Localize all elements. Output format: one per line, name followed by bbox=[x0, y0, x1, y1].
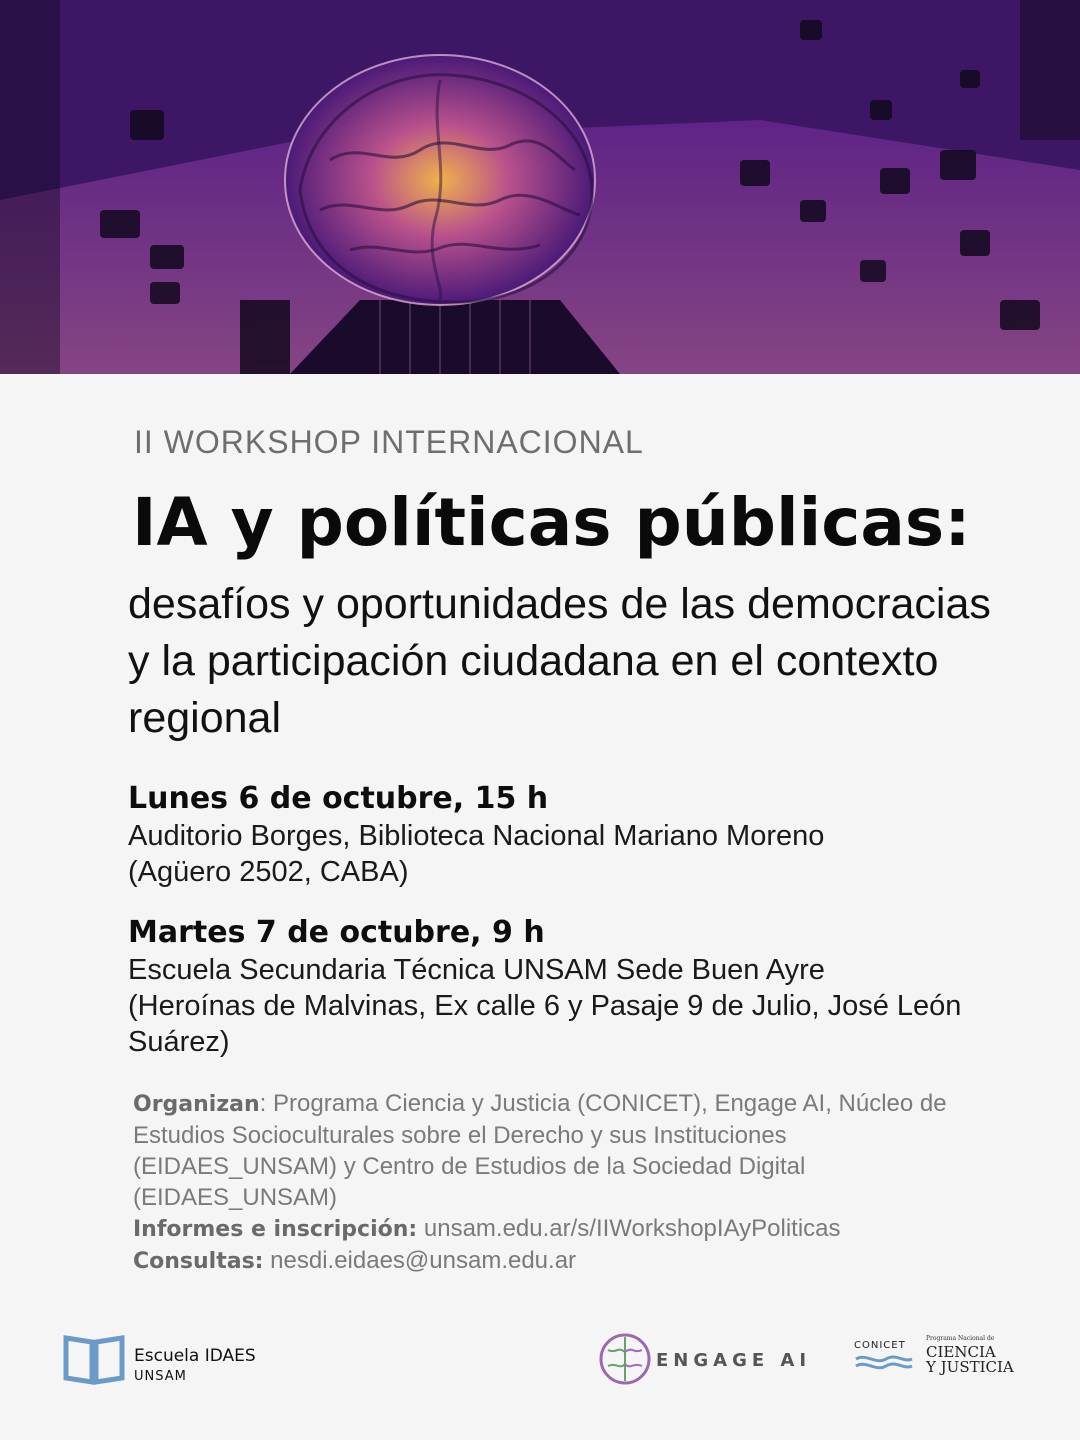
event-day-1-date: Lunes 6 de octubre, 15 h bbox=[128, 781, 549, 816]
event-day-1 bbox=[128, 780, 1008, 890]
contact-label: Consultas: bbox=[133, 1249, 264, 1274]
event-subtitle: desafíos y oportunidades de las democracias y la participación ciudadana en el contexto regional bbox=[128, 580, 991, 742]
registration-line bbox=[133, 1213, 983, 1245]
cyj-name bbox=[926, 1345, 1026, 1375]
event-kicker: II WORKSHOP INTERNACIONAL bbox=[134, 424, 644, 460]
logo-bar bbox=[0, 1318, 1080, 1398]
event-day-2-venue: Escuela Secundaria Técnica UNSAM Sede Buen Ayre bbox=[128, 954, 825, 986]
organizers-line bbox=[133, 1088, 983, 1213]
conicet-cyj-logo bbox=[854, 1328, 1024, 1388]
event-day-1-venue: Auditorio Borges, Biblioteca Nacional Mariano Moreno bbox=[128, 820, 825, 852]
info-block bbox=[133, 1088, 983, 1277]
cyj-program-label: Programa Nacional de bbox=[926, 1335, 995, 1342]
registration-label: Informes e inscripción: bbox=[133, 1217, 418, 1242]
book-icon bbox=[62, 1332, 126, 1388]
event-day-2-date: Martes 7 de octubre, 9 h bbox=[128, 915, 545, 950]
event-day-2-address: (Heroínas de Malvinas, Ex calle 6 y Pasaje 9 de Julio, José León Suárez) bbox=[128, 990, 962, 1058]
organizers-label: Organizan bbox=[133, 1092, 260, 1117]
cyj-name-line2: Y JUSTICIA bbox=[926, 1358, 1014, 1376]
waves-icon bbox=[854, 1353, 914, 1373]
organizers-text: : Programa Ciencia y Justicia (CONICET), Engage AI, Núcleo de Estudios Socioculturales sobre el Derecho y sus Instituciones (EIDAES_UNSAM) y Centro de Estudios de la Sociedad Digital (EIDAES_UNSAM) bbox=[133, 1090, 947, 1211]
registration-link[interactable]: unsam.edu.ar/s/IIWorkshopIAyPoliticas bbox=[423, 1215, 841, 1242]
brain-icon bbox=[285, 55, 595, 305]
event-title: IA y políticas públicas: bbox=[132, 484, 971, 561]
conicet-name: CONICET bbox=[854, 1340, 906, 1351]
poster-content bbox=[0, 374, 1080, 1440]
event-day-2 bbox=[128, 914, 1008, 1060]
hero-image bbox=[0, 0, 1080, 374]
idaes-university: UNSAM bbox=[134, 1369, 187, 1384]
engage-ai-name: ENGAGE AI bbox=[656, 1350, 812, 1371]
idaes-name: Escuela IDAES bbox=[134, 1346, 256, 1366]
engage-ai-logo bbox=[598, 1328, 812, 1388]
brain-tree-icon bbox=[598, 1332, 652, 1386]
cyj-name-line1: CIENCIA bbox=[926, 1343, 996, 1361]
contact-email-link[interactable]: nesdi.eidaes@unsam.edu.ar bbox=[270, 1247, 577, 1274]
event-day-1-address: (Agüero 2502, CABA) bbox=[128, 856, 409, 888]
brain-circuit-illustration bbox=[0, 0, 1080, 374]
contact-line bbox=[133, 1245, 983, 1277]
